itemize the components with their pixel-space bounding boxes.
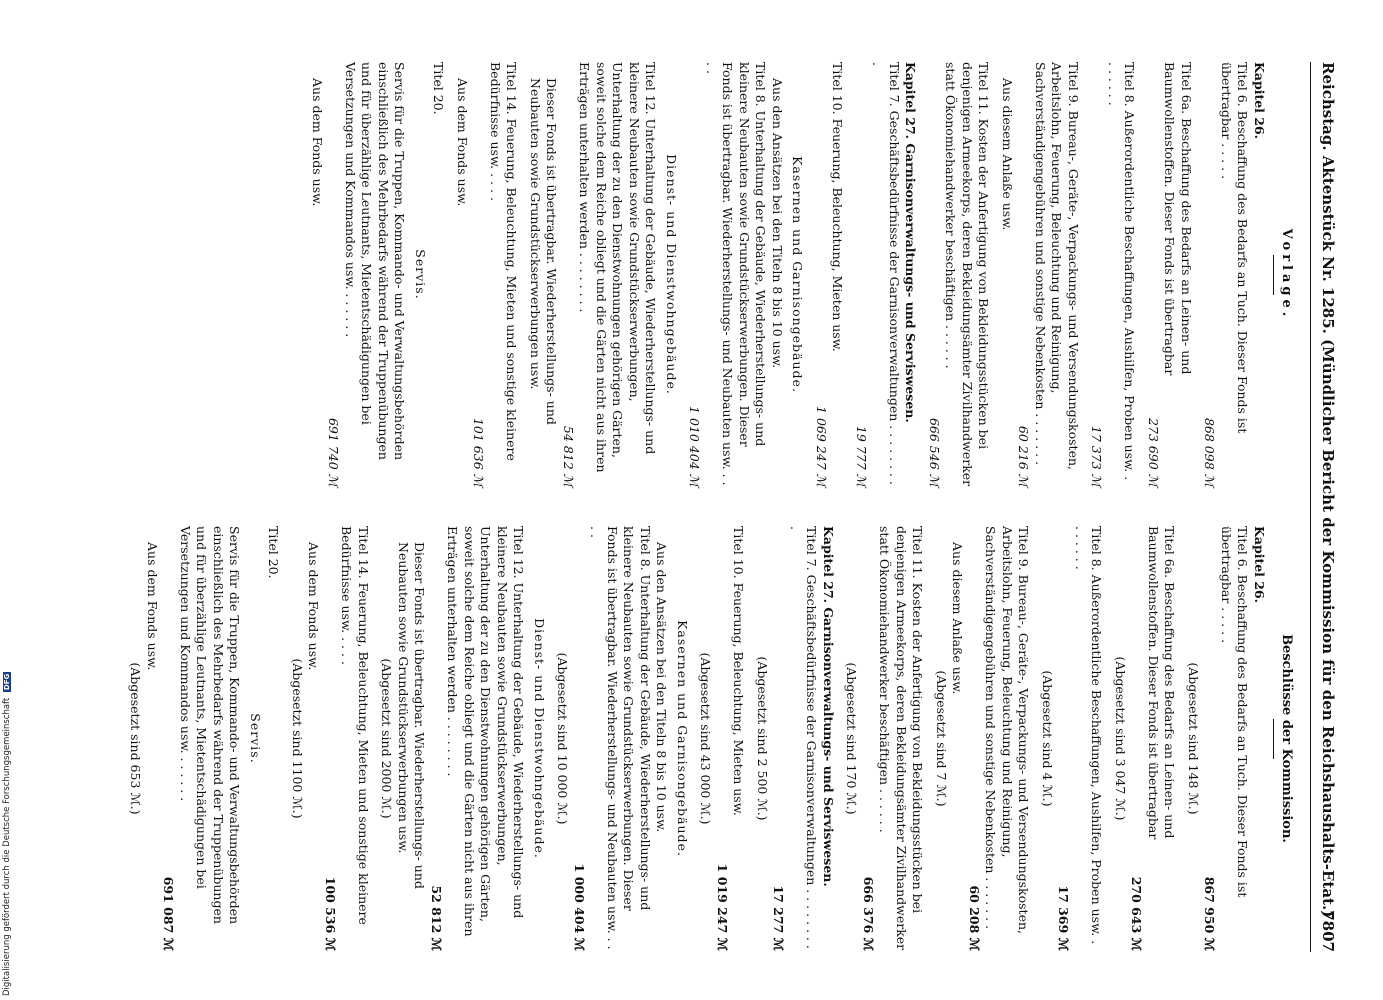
item-titel-7 — [852, 62, 902, 487]
item-tail: Aus dem Fonds usw. — [144, 542, 160, 671]
chapter-heading: Kapitel 26. — [1251, 62, 1267, 140]
item-titel-20 — [127, 526, 282, 951]
item-amount: 1 000 404 ℳ — [571, 863, 587, 951]
item-amount: 101 636 ℳ — [471, 417, 487, 487]
item-text: Unterhaltung der Gebäude, Wiederherstellungs- und kleinere Neubauten sowie Grundstückserwerbungen. Dieser Fonds ist übertragbar. Wiederherstellungs- und Neubauten usw. . . . . — [703, 62, 769, 486]
item-tail: Dieser Fonds ist übertragbar. Wiederherstellungs- und Neubauten sowie Grundstückserwerbungen usw. — [527, 78, 560, 425]
item-text: Kosten der Anfertigung von Bekleidungsstücken bei denjenigen Armeekorps, deren Bekleidungsämter Zivilhandwerker statt Ökonomiehandwerker beschäftigen . . . . . . — [877, 526, 926, 951]
item-text: Beschaffung des Bedarfs an Tuch. Dieser Fonds ist übertragbar . . . . . — [1218, 62, 1251, 434]
item-label: Titel 11. — [976, 62, 992, 115]
item-amount: 691 740 ℳ — [326, 417, 342, 487]
item-text: Bureau-, Geräte-, Verpackungs- und Versendungskosten, Arbeitslohn, Feuerung, Beleuchtung und Reinigung, Sachverständigengebühren und sonstige Nebenkosten . . . . . . . — [983, 526, 1032, 934]
item-tail: Aus diesem Anlaße usw. — [999, 78, 1015, 231]
column-beschluesse — [120, 526, 1295, 951]
item-amount: 100 536 ℳ — [322, 876, 338, 951]
item-text: Beschaffung des Bedarfs an Tuch. Dieser Fonds ist übertragbar . . . . . — [1218, 526, 1251, 898]
item-label: Titel 9. — [1016, 526, 1032, 571]
item-titel-6a — [1111, 526, 1177, 951]
section-subheading: Dienst- und Dienstwohngebäude. — [663, 154, 679, 395]
item-tail: Aus diesem Anlaße usw. — [950, 542, 966, 695]
deduction-note: (Abgesetzt sind 43 000 ℳ.) — [698, 652, 714, 825]
item-text: Unterhaltung der Gebäude, Wiederherstellungs- und kleinere Neubauten sowie Grundstückserwerbungen. Dieser Fonds ist übertragbar. Wiederherstellungs- und Neubauten usw. . . . . — [588, 526, 653, 950]
item-text: Geschäftsbedürfnisse der Garnisonverwaltungen . . . . . . . . . — [787, 526, 820, 949]
heading-rule — [1273, 719, 1274, 759]
item-tail: Aus dem Fonds usw. — [309, 78, 325, 207]
item-text: Servis für die Truppen, Kommando- und Verwaltungsbehörden einschließlich des Mehrbedarfs während der Truppenübungen und für überzählige Leutnants, Mietentschädigungen bei Versetzungen und Kommandos usw. . . . . . . — [342, 62, 408, 461]
item-label: Titel 10. — [830, 62, 846, 115]
item-text: Außerordentliche Beschaffungen, Aushilfen, Proben usw. . . . . . . . — [1105, 62, 1138, 481]
dfg-logo: DFG — [3, 673, 11, 691]
item-text: Kosten der Anfertigung von Bekleidungsstücken bei denjenigen Armeekorps, deren Bekleidungsämter Zivilhandwerker statt Ökonomiehandwerker beschäftigen . . . . . . — [943, 62, 992, 487]
item-label: Titel 8. — [637, 526, 653, 571]
item-heading: Servis. — [412, 249, 428, 300]
item-amount: 867 950 ℳ — [1202, 876, 1218, 951]
item-label: Titel 6. — [1235, 62, 1251, 107]
deduction-note: (Abgesetzt sind 1100 ℳ.) — [289, 658, 305, 819]
item-titel-8b — [686, 62, 769, 487]
item-amount: 17 277 ℳ — [771, 885, 787, 951]
item-titel-8b — [554, 526, 653, 951]
item-text: Feuerung, Beleuchtung, Mieten usw. — [731, 582, 747, 816]
item-amount: 19 777 ℳ — [853, 425, 869, 487]
item-amount: 273 690 ℳ — [1145, 417, 1161, 487]
item-label: Titel 7. — [804, 526, 820, 571]
column-vorlage — [301, 62, 1295, 487]
deduction-note: (Abgesetzt sind 2 500 ℳ.) — [754, 656, 770, 821]
item-titel-20 — [308, 62, 446, 487]
chapter-heading: Kapitel 27. Garnisonverwaltungs- und Serviswesen. — [820, 526, 836, 887]
item-label: Titel 7. — [886, 62, 902, 107]
item-titel-11 — [843, 526, 926, 951]
item-titel-6 — [1201, 62, 1251, 487]
item-amount: 868 098 ℳ — [1202, 417, 1218, 487]
item-label: Titel 8. — [1122, 62, 1138, 107]
item-amount: 54 812 ℳ — [560, 425, 576, 487]
item-titel-11 — [925, 62, 991, 487]
item-label: Titel 6a. — [1178, 62, 1194, 115]
item-amount: 666 546 ℳ — [926, 417, 942, 487]
heading-rule — [1273, 255, 1274, 295]
item-text: Feuerung, Beleuchtung, Mieten usw. — [830, 118, 846, 352]
item-titel-10 — [697, 526, 747, 951]
item-tail: Aus dem Fonds usw. — [306, 542, 322, 671]
item-titel-12 — [526, 62, 658, 487]
section-text: Aus den Ansätzen bei den Titeln 8 bis 10 usw. — [769, 78, 785, 369]
item-text: Unterhaltung der Gebäude, Wiederherstellungs- und kleinere Neubauten sowie Grundstückserwerbungen, Unterhaltung der zu den Dienstwohnungen gehörigen Gärten, soweit solche dem Reiche obliegt und die Gärten nicht aus ihren Erträgen unterhalten werden . . . . . . . . — [445, 526, 527, 937]
item-text: Feuerung, Beleuchtung, Mieten und sonstige kleinere Bedürfnisse usw. . . . . — [339, 526, 371, 925]
item-label: Titel 11. — [910, 526, 926, 579]
item-label: Titel 12. — [511, 526, 527, 579]
section-subheading: Dienst- und Dienstwohngebäude. — [531, 618, 547, 859]
page-number: 7807 — [1319, 910, 1337, 952]
item-tail: Aus dem Fonds usw. — [454, 78, 470, 207]
item-titel-9 — [932, 526, 1031, 951]
section-subheading: Kasernen und Garnisongebäude. — [674, 620, 690, 857]
deduction-note: (Abgesetzt sind 653 ℳ.) — [128, 662, 144, 815]
item-text: Bureau-, Geräte-, Verpackungs- und Versendungskosten, Arbeitslohn, Feuerung, Beleuchtung und Reinigung, Sachverständigengebühren und sonstige Nebenkosten . . . . . . . — [1032, 62, 1081, 470]
deduction-note: (Abgesetzt sind 4 ℳ.) — [1039, 670, 1055, 807]
item-text: Außerordentliche Beschaffungen, Aushilfen, Proben usw. . . . . . . . — [1072, 526, 1105, 945]
item-text: Beschaffung des Bedarfs an Leinen- und Baumwollenstoffen. Dieser Fonds ist übertragbar — [1162, 62, 1194, 376]
item-tail: Dieser Fonds ist übertragbar. Wiederherstellungs- und Neubauten sowie Grundstückserwerbungen usw. — [395, 542, 428, 889]
item-titel-14 — [288, 526, 371, 951]
item-text: Feuerung, Beleuchtung, Mieten und sonstige kleinere Bedürfnisse usw. . . . . — [487, 62, 520, 461]
column-heading: Vorlage. — [1279, 228, 1294, 321]
column-heading: Beschlüsse der Kommission. — [1279, 634, 1294, 843]
item-amount: 52 812 ℳ — [428, 885, 444, 951]
item-label: Titel 6. — [1235, 526, 1251, 571]
item-label: Titel 6a. — [1162, 526, 1178, 579]
item-titel-10 — [812, 62, 845, 487]
item-amount: 17 369 ℳ — [1056, 885, 1072, 951]
deduction-note: (Abgesetzt sind 170 ℳ.) — [844, 662, 860, 815]
item-titel-9 — [998, 62, 1081, 487]
item-heading: Servis. — [247, 713, 263, 764]
item-titel-8 — [1088, 62, 1138, 487]
item-label: Titel 20. — [431, 62, 447, 115]
item-titel-14 — [453, 62, 519, 487]
credit-text: Digitalisierung gefördert durch die Deutsche Forschungsgemeinschaft — [2, 697, 12, 996]
item-amount: 1 069 247 ℳ — [813, 406, 829, 487]
item-text: Geschäftsbedürfnisse der Garnisonverwaltungen . . . . . . . . . — [870, 62, 902, 485]
item-amount: 1 019 247 ℳ — [714, 863, 730, 951]
item-label: Titel 14. — [504, 62, 520, 115]
item-amount: 60 216 ℳ — [1016, 425, 1032, 487]
item-label: Titel 9. — [1065, 62, 1081, 107]
deduction-note: (Abgesetzt sind 3 047 ℳ.) — [1112, 656, 1128, 821]
item-amount: 691 087 ℳ — [161, 876, 177, 951]
document-page — [61, 62, 1341, 952]
item-amount: 1 010 404 ℳ — [687, 406, 703, 487]
item-text: Unterhaltung der Gebäude, Wiederherstellungs- und kleinere Neubauten sowie Grundstückserwerbungen, Unterhaltung der zu den Dienstwohnungen gehörigen Gärten, soweit solche dem Reiche obliegt und die Gärten nicht aus ihren Erträgen unterhalten werden . . . . . . . . — [577, 62, 659, 473]
item-label: Titel 12. — [643, 62, 659, 115]
item-titel-6 — [1184, 526, 1250, 951]
item-label: Titel 8. — [753, 62, 769, 107]
item-text: Servis für die Truppen, Kommando- und Verwaltungsbehörden einschließlich des Mehrbedarfs während der Truppenübungen und für überzählige Leutnants, Mietentschädigungen bei Versetzungen und Kommandos usw. . . . . . . — [177, 526, 243, 925]
item-label: Titel 8. — [1089, 526, 1105, 571]
item-amount: 666 376 ℳ — [860, 876, 876, 951]
deduction-note: (Abgesetzt sind 2000 ℳ.) — [379, 658, 395, 819]
item-titel-7 — [753, 526, 819, 951]
deduction-note: (Abgesetzt sind 148 ℳ.) — [1185, 662, 1201, 815]
item-label: Titel 14. — [355, 526, 371, 579]
page-header — [1310, 62, 1341, 952]
item-titel-6a — [1144, 62, 1194, 487]
item-amount: 17 373 ℳ — [1089, 425, 1105, 487]
item-amount: 270 643 ℳ — [1129, 876, 1145, 951]
item-text: Beschaffung des Bedarfs an Leinen- und Baumwollenstoffen. Dieser Fonds ist übertragbar — [1145, 526, 1178, 840]
item-titel-8 — [1038, 526, 1104, 951]
page-title: Reichstag. Aktenstück Nr. 1285. (Mündlicher Bericht der Kommission für den Reichshaushalts-Etat.) — [1319, 62, 1337, 918]
section-subheading: Kasernen und Garnisongebäude. — [790, 156, 806, 393]
item-amount: 60 208 ℳ — [966, 885, 982, 951]
item-titel-12 — [378, 526, 527, 951]
item-label: Titel 10. — [731, 526, 747, 579]
digitization-credit — [2, 672, 12, 996]
chapter-heading: Kapitel 27. Garnisonverwaltungs- und Serviswesen. — [903, 62, 919, 423]
chapter-heading: Kapitel 26. — [1251, 526, 1267, 604]
deduction-note: (Abgesetzt sind 10 000 ℳ.) — [555, 652, 571, 825]
section-text: Aus den Ansätzen bei den Titeln 8 bis 10 usw. — [654, 542, 670, 833]
deduction-note: (Abgesetzt sind 7 ℳ.) — [933, 670, 949, 807]
item-label: Titel 20. — [266, 526, 282, 579]
